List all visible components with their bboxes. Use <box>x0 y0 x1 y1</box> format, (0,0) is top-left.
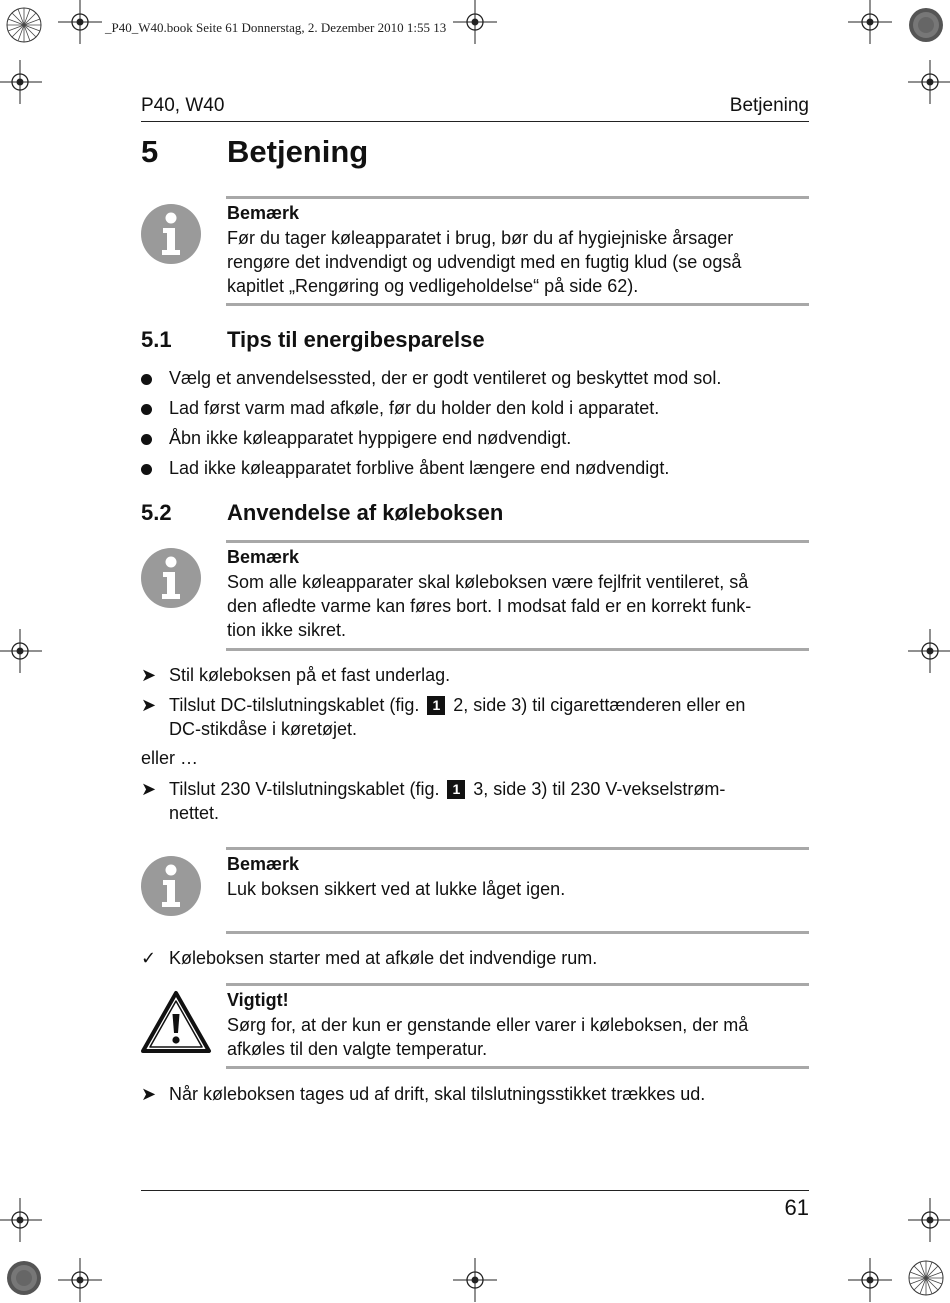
section-title: Anvendelse af køleboksen <box>227 500 504 525</box>
note-rule-top <box>226 540 809 543</box>
list-item-text: Lad ikke køleapparatet forblive åbent længere end nødvendigt. <box>169 458 670 478</box>
list-item-text: Lad først varm mad afkøle, før du holder den kold i apparatet. <box>169 398 660 418</box>
step-text: 2, side 3) til cigarettænderen eller en <box>453 695 746 715</box>
note-rule-top <box>226 847 809 850</box>
note-title: Bemærk <box>227 203 300 223</box>
warning-rule-bottom <box>226 1066 809 1069</box>
info-icon <box>141 856 201 916</box>
step-text: Når køleboksen tages ud af drift, skal tilslutningsstikket trækkes ud. <box>169 1084 706 1104</box>
chapter-number: 5 <box>141 134 159 169</box>
warning-title: Vigtigt! <box>227 990 289 1010</box>
note-title: Bemærk <box>227 547 300 567</box>
warning-text <box>227 1013 812 1061</box>
section-title: Tips til energibesparelse <box>227 327 485 352</box>
warning-triangle-icon <box>140 990 212 1054</box>
step-text: Stil køleboksen på et fast underlag. <box>169 665 451 685</box>
note-line: kapitlet „Rengøring og vedligeholdelse“ på side 62). <box>227 276 639 296</box>
warning-line: afkøles til den valgte temperatur. <box>227 1039 488 1059</box>
note-text <box>227 570 812 642</box>
checkmark-icon: ✓ <box>141 948 157 968</box>
note-line: rengøre det indvendigt og udvendigt med en fugtig klud (se også <box>227 252 742 272</box>
footer-rule <box>141 1190 809 1191</box>
note-text <box>227 877 812 901</box>
section-number: 5.1 <box>141 327 172 352</box>
note-rule-bottom <box>226 303 809 306</box>
step-text: 3, side 3) til 230 V-vekselstrøm- <box>473 779 726 799</box>
bullet-dot-icon <box>141 374 152 385</box>
running-header-left: P40, W40 <box>141 95 225 116</box>
bullet-dot-icon <box>141 434 152 445</box>
page-number: 61 <box>784 1195 809 1220</box>
note-line: Før du tager køleapparatet i brug, bør du af hygiejniske årsager <box>227 228 734 248</box>
arrow-right-icon: ➤ <box>141 779 157 799</box>
arrow-right-icon: ➤ <box>141 665 157 685</box>
running-header-right: Betjening <box>729 95 809 116</box>
header-rule <box>141 121 809 122</box>
chapter-title: Betjening <box>227 134 369 169</box>
print-info-line: _P40_W40.book Seite 61 Donnerstag, 2. Dezember 2010 1:55 13 <box>105 20 447 35</box>
note-rule-top <box>226 196 809 199</box>
step-text: Tilslut DC-tilslutningskablet (fig. <box>169 695 420 715</box>
arrow-right-icon: ➤ <box>141 695 157 715</box>
step-text: DC-stikdåse i køretøjet. <box>169 719 358 739</box>
arrow-right-icon: ➤ <box>141 1084 157 1104</box>
note-line: Som alle køleapparater skal køleboksen være fejlfrit ventileret, så <box>227 572 749 592</box>
warning-line: Sørg for, at der kun er genstande eller varer i køleboksen, der må <box>227 1015 749 1035</box>
note-text <box>227 226 812 298</box>
info-icon <box>141 204 201 264</box>
info-icon <box>141 548 201 608</box>
note-rule-bottom <box>226 648 809 651</box>
bullet-dot-icon <box>141 464 152 475</box>
or-text: eller … <box>141 748 199 768</box>
section-number: 5.2 <box>141 500 172 525</box>
note-title: Bemærk <box>227 854 300 874</box>
note-line: tion ikke sikret. <box>227 620 347 640</box>
list-item-text: Åbn ikke køleapparatet hyppigere end nødvendigt. <box>169 428 572 448</box>
step-text: nettet. <box>169 803 220 823</box>
result-text: Køleboksen starter med at afkøle det indvendige rum. <box>169 948 598 968</box>
note-line: den afledte varme kan føres bort. I modsat fald er en korrekt funk- <box>227 596 752 616</box>
note-line: Luk boksen sikkert ved at lukke låget igen. <box>227 879 566 899</box>
figure-reference-badge: 1 <box>447 780 465 799</box>
warning-rule-top <box>226 983 809 986</box>
list-item-text: Vælg et anvendelsessted, der er godt ventileret og beskyttet mod sol. <box>169 368 722 388</box>
step-text: Tilslut 230 V-tilslutningskablet (fig. <box>169 779 440 799</box>
bullet-dot-icon <box>141 404 152 415</box>
note-rule-bottom <box>226 931 809 934</box>
figure-reference-badge: 1 <box>427 696 445 715</box>
